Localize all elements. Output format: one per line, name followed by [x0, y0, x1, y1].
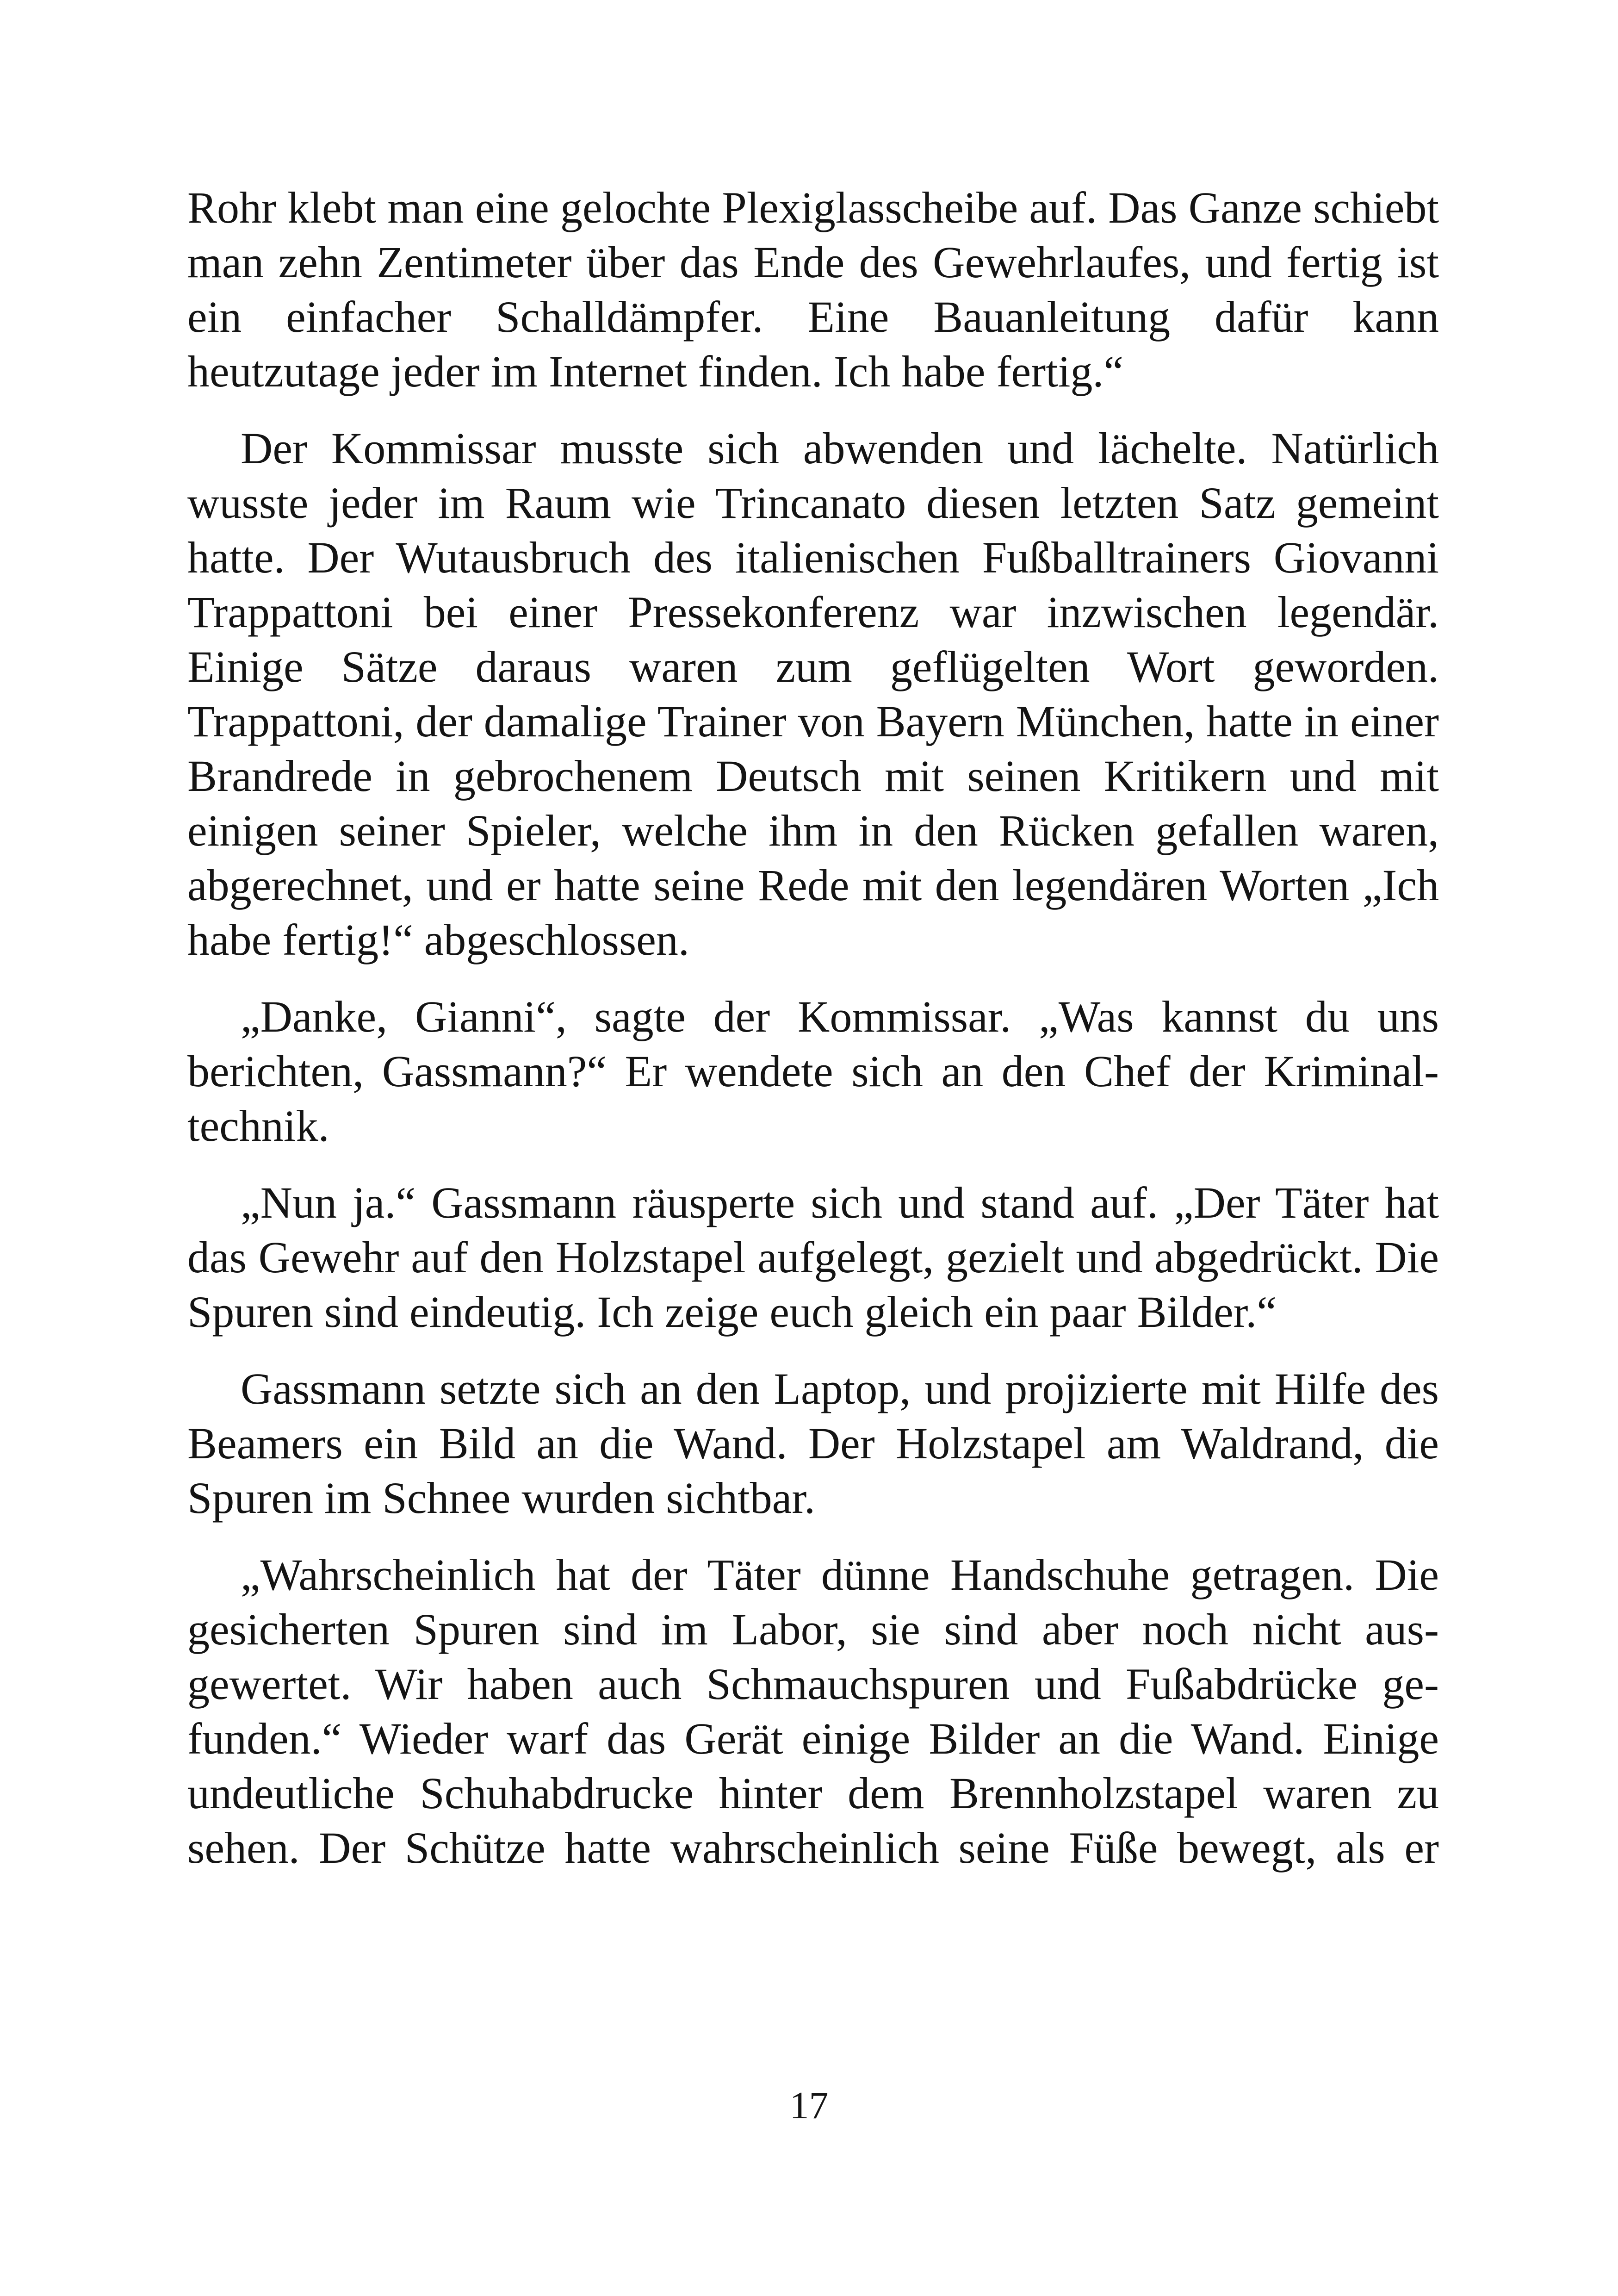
paragraph-4: „Nun ja.“ Gassmann räusperte sich und stand auf. „Der Täter hat das Gewehr auf den Holzstapel aufgelegt, gezielt und abgedrückt. Die Spuren sind eindeutig. Ich zeige euch gleich ein paar Bilder.“ [187, 1178, 1439, 1337]
paragraph-5: Gassmann setzte sich an den Laptop, und projizierte mit Hilfe des Beamers ein Bild an die Wand. Der Holzstapel am Waldrand, die Spuren im Schnee wurden sichtbar. [187, 1364, 1439, 1523]
paragraph-3: „Danke, Gianni“, sagte der Kommissar. „Was kannst du uns berichten, Gassmann?“ Er wendete sich an den Chef der Kriminaltechnik. [187, 992, 1439, 1151]
page-number: 17 [789, 2084, 829, 2127]
paragraph-1: Rohr klebt man eine gelochte Plexiglasscheibe auf. Das Ganze schiebt man zehn Zentimeter über das Ende des Gewehrlaufes, und fertig ist ein einfacher Schalldämpfer. Eine Bauanleitung dafür kann heutzutage jeder im Internet finden. Ich habe fertig.“ [187, 183, 1439, 396]
paragraph-6: „Wahrscheinlich hat der Täter dünne Handschuhe getragen. Die gesicherten Spuren sind im Labor, sie sind aber noch nicht ausgewertet. Wir haben auch Schmauchspuren und Fußabdrücke gefunden.“ Wieder warf das Gerät einige Bilder an die Wand. Einige undeutliche Schuhabdrucke hinter dem Brennholzstapel waren zu sehen. Der Schütze hatte wahrscheinlich seine Füße bewegt, als er [187, 1550, 1439, 1873]
body-text [187, 180, 1439, 1875]
paragraph-2: Der Kommissar musste sich abwenden und lächelte. Natürlich wusste jeder im Raum wie Trincanato diesen letzten Satz gemeint hatte. Der Wutausbruch des italienischen Fußballtrainers Giovanni Trappattoni bei einer Pressekonferenz war inzwischen legendär. Einige Sätze daraus waren zum geflügelten Wort geworden. Trappattoni, der damalige Trainer von Bayern München, hatte in einer Brandrede in gebrochenem Deutsch mit seinen Kritikern und mit einigen seiner Spieler, welche ihm in den Rücken gefallen waren, abgerechnet, und er hatte seine Rede mit den legendären Worten „Ich habe fertig!“ abgeschlossen. [187, 423, 1439, 964]
